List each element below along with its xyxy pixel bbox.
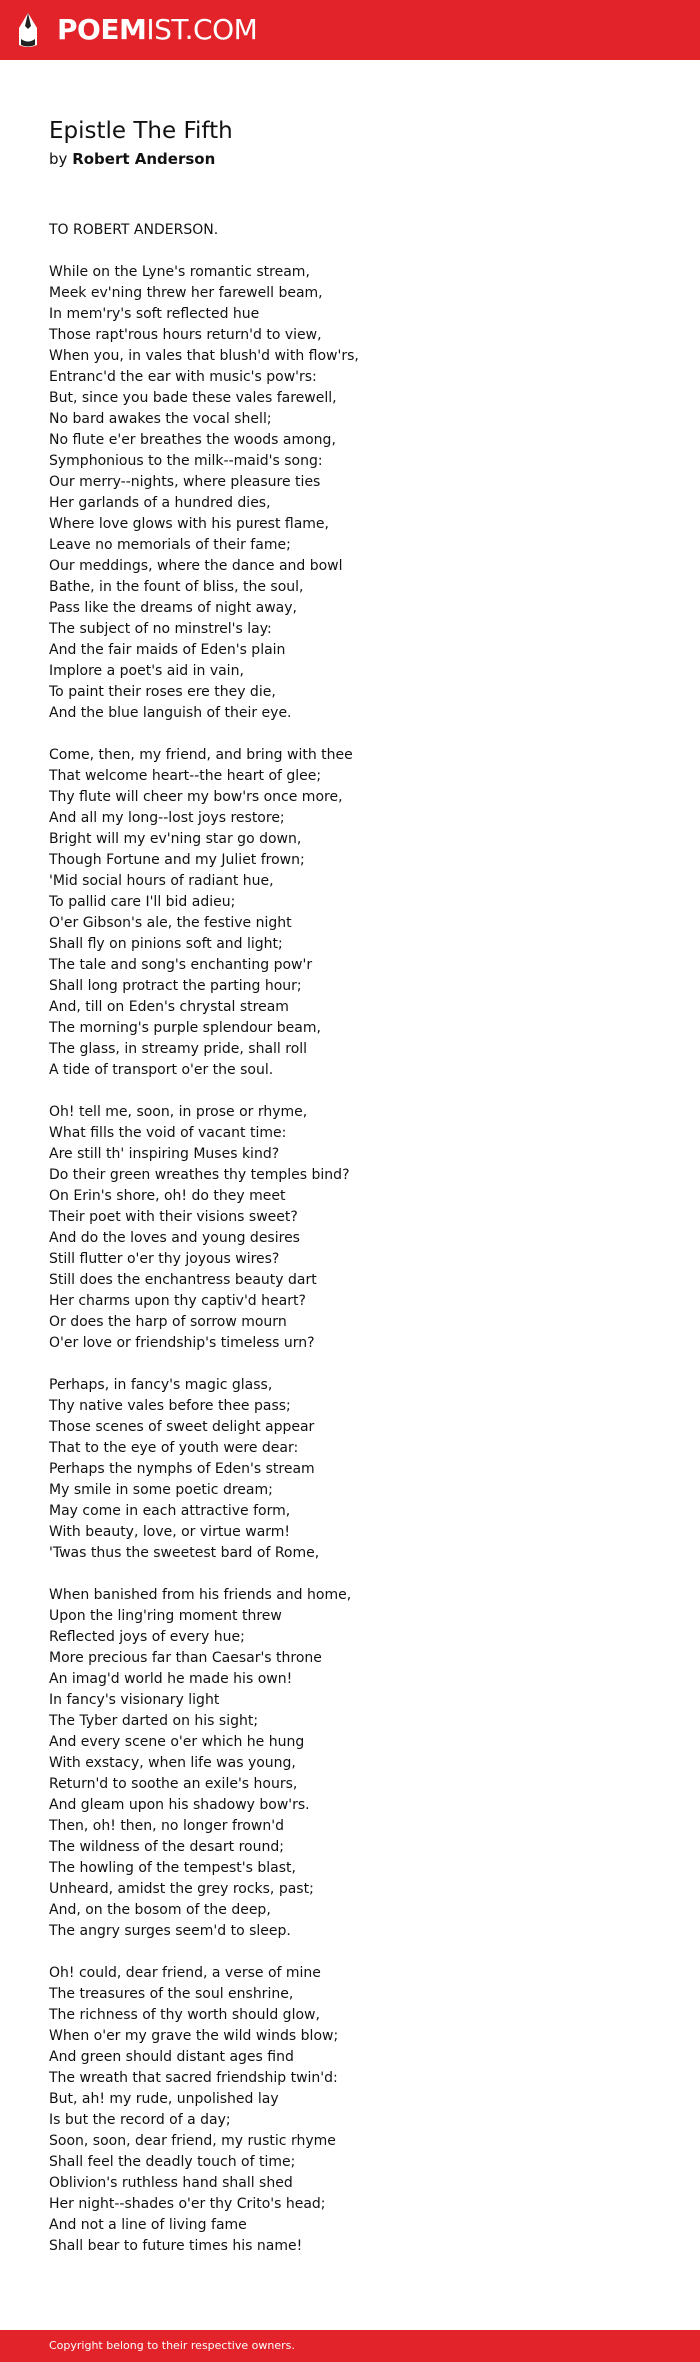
byline-label: by (49, 150, 68, 168)
poem-line: The richness of thy worth should glow, (49, 2007, 320, 2023)
poem-line: And not a line of living fame (49, 2217, 247, 2233)
poem-line: When you, in vales that blush'd with flow'rs, (49, 348, 359, 364)
poem-line: TO ROBERT ANDERSON. (49, 222, 219, 238)
poem-line: The Tyber darted on his sight; (49, 1713, 259, 1729)
poem-line: And green should distant ages find (49, 2049, 294, 2065)
pen-nib-icon (17, 12, 39, 48)
poem-title: Epistle The Fifth (49, 118, 233, 144)
logo-wordmark-bold: POEM (57, 13, 147, 46)
site-header (0, 0, 700, 60)
poem-line: And every scene o'er which he hung (49, 1734, 305, 1750)
site-footer (0, 2330, 700, 2362)
logo-wordmark-light: IST.COM (146, 13, 258, 46)
poem-line: And, till on Eden's chrystal stream (49, 999, 289, 1015)
stanza (49, 745, 669, 1081)
poem-line: Reflected joys of every hue; (49, 1629, 245, 1645)
poem-line: Oh! could, dear friend, a verse of mine (49, 1965, 321, 1981)
poem-line: Those scenes of sweet delight appear (49, 1419, 315, 1435)
poem-line: Still flutter o'er thy joyous wires? (49, 1251, 280, 1267)
poem-line: Shall feel the deadly touch of time; (49, 2154, 296, 2170)
poem-line: When o'er my grave the wild winds blow; (49, 2028, 339, 2044)
poem-line: The angry surges seem'd to sleep. (49, 1923, 291, 1939)
poem-line: The morning's purple splendour beam, (49, 1020, 321, 1036)
poem-line: Shall bear to future times his name! (49, 2238, 303, 2254)
poem-line: Bathe, in the fount of bliss, the soul, (49, 579, 304, 595)
poem-line: But, since you bade these vales farewell, (49, 390, 337, 406)
poem-line: Come, then, my friend, and bring with thee (49, 747, 353, 763)
poem-line: The glass, in streamy pride, shall roll (49, 1041, 308, 1057)
poem-line: The treasures of the soul enshrine, (49, 1986, 294, 2002)
poem-line: Is but the record of a day; (49, 2112, 231, 2128)
poem-line: Entranc'd the ear with music's pow'rs: (49, 369, 317, 385)
poem-line: Return'd to soothe an exile's hours, (49, 1776, 298, 1792)
stanza (49, 1102, 669, 1354)
poem-line: Bright will my ev'ning star go down, (49, 831, 302, 847)
poem-line: But, ah! my rude, unpolished lay (49, 2091, 279, 2107)
poem-line: Unheard, amidst the grey rocks, past; (49, 1881, 314, 1897)
poem-line: The howling of the tempest's blast, (49, 1860, 296, 1876)
poem-line: Their poet with their visions sweet? (49, 1209, 298, 1225)
poem-line: And the blue languish of their eye. (49, 705, 292, 721)
stanza (49, 1585, 669, 1942)
stanza-gap (49, 1081, 669, 1102)
poem-line: And, on the bosom of the deep, (49, 1902, 271, 1918)
poem-line: Are still th' inspiring Muses kind? (49, 1146, 280, 1162)
stanza-gap (49, 1942, 669, 1963)
poem-line: Shall long protract the parting hour; (49, 978, 302, 994)
poem-line: Leave no memorials of their fame; (49, 537, 291, 553)
poem-line: No flute e'er breathes the woods among, (49, 432, 336, 448)
poem-line: Pass like the dreams of night away, (49, 600, 297, 616)
poem-line: Our meddings, where the dance and bowl (49, 558, 343, 574)
poem-line: And do the loves and young desires (49, 1230, 300, 1246)
poem-line: May come in each attractive form, (49, 1503, 291, 1519)
poem-line: The subject of no minstrel's lay: (49, 621, 272, 637)
stanza (49, 262, 669, 724)
poem-line: To pallid care I'll bid adieu; (49, 894, 236, 910)
site-logo[interactable] (17, 12, 257, 48)
poem-line: An imag'd world he made his own! (49, 1671, 293, 1687)
poem-line: Thy native vales before thee pass; (49, 1398, 291, 1414)
poem-line: O'er Gibson's ale, the festive night (49, 915, 292, 931)
poem-line: Implore a poet's aid in vain, (49, 663, 244, 679)
stanza-gap (49, 241, 669, 262)
poem-line: And all my long--lost joys restore; (49, 810, 285, 826)
poem-line: Though Fortune and my Juliet frown; (49, 852, 305, 868)
poem-line: Perhaps the nymphs of Eden's stream (49, 1461, 315, 1477)
poem-line: Perhaps, in fancy's magic glass, (49, 1377, 273, 1393)
poem-body (49, 220, 669, 2257)
poem-line: A tide of transport o'er the soul. (49, 1062, 274, 1078)
poem-line: Then, oh! then, no longer frown'd (49, 1818, 284, 1834)
poem-line: Symphonious to the milk--maid's song: (49, 453, 323, 469)
poem-line: Her charms upon thy captiv'd heart? (49, 1293, 306, 1309)
poem-line: The wildness of the desart round; (49, 1839, 284, 1855)
poem-line: Soon, soon, dear friend, my rustic rhyme (49, 2133, 336, 2149)
poem-header (49, 116, 649, 169)
poem-line: Where love glows with his purest flame, (49, 516, 329, 532)
poem-line: And the fair maids of Eden's plain (49, 642, 286, 658)
poem-line: 'Twas thus the sweetest bard of Rome, (49, 1545, 320, 1561)
poem-line: Her night--shades o'er thy Crito's head; (49, 2196, 326, 2212)
stanza-gap (49, 724, 669, 745)
poem-line: Meek ev'ning threw her farewell beam, (49, 285, 323, 301)
stanza (49, 220, 669, 241)
poem-line: Oblivion's ruthless hand shall shed (49, 2175, 293, 2191)
poem-line: No bard awakes the vocal shell; (49, 411, 272, 427)
poem-line: Do their green wreathes thy temples bind? (49, 1167, 350, 1183)
poem-line: With beauty, love, or virtue warm! (49, 1524, 291, 1540)
poem-line: And gleam upon his shadowy bow'rs. (49, 1797, 310, 1813)
poem-line: Those rapt'rous hours return'd to view, (49, 327, 322, 343)
poem-line: Upon the ling'ring moment threw (49, 1608, 282, 1624)
poem-line: Or does the harp of sorrow mourn (49, 1314, 287, 1330)
poem-line: My smile in some poetic dream; (49, 1482, 273, 1498)
poem-line: That to the eye of youth were dear: (49, 1440, 299, 1456)
poem-line: O'er love or friendship's timeless urn? (49, 1335, 315, 1351)
poem-line: When banished from his friends and home, (49, 1587, 352, 1603)
poem-line: Our merry--nights, where pleasure ties (49, 474, 321, 490)
stanza-gap (49, 1564, 669, 1585)
byline (49, 149, 649, 169)
poem-line: More precious far than Caesar's throne (49, 1650, 322, 1666)
logo-wordmark (57, 12, 257, 48)
poem-line: To paint their roses ere they die, (49, 684, 276, 700)
copyright-notice: Copyright belong to their respective owners. (49, 2339, 295, 2352)
stanza-gap (49, 1354, 669, 1375)
poem-line: Still does the enchantress beauty dart (49, 1272, 317, 1288)
poem-line: Her garlands of a hundred dies, (49, 495, 271, 511)
poem-line: On Erin's shore, oh! do they meet (49, 1188, 286, 1204)
poem-line: While on the Lyne's romantic stream, (49, 264, 310, 280)
poem-line: Shall fly on pinions soft and light; (49, 936, 283, 952)
poem-line: Thy flute will cheer my bow'rs once more, (49, 789, 343, 805)
stanza (49, 1375, 669, 1564)
poem-line: 'Mid social hours of radiant hue, (49, 873, 274, 889)
poem-line: In mem'ry's soft reflected hue (49, 306, 260, 322)
poem-line: Oh! tell me, soon, in prose or rhyme, (49, 1104, 308, 1120)
author-name[interactable]: Robert Anderson (72, 150, 216, 168)
poem-line: That welcome heart--the heart of glee; (49, 768, 322, 784)
stanza (49, 1963, 669, 2257)
poem-line: In fancy's visionary light (49, 1692, 220, 1708)
poem-line: With exstacy, when life was young, (49, 1755, 296, 1771)
poem-line: What fills the void of vacant time: (49, 1125, 287, 1141)
poem-line: The wreath that sacred friendship twin'd: (49, 2070, 338, 2086)
poem-line: The tale and song's enchanting pow'r (49, 957, 313, 973)
